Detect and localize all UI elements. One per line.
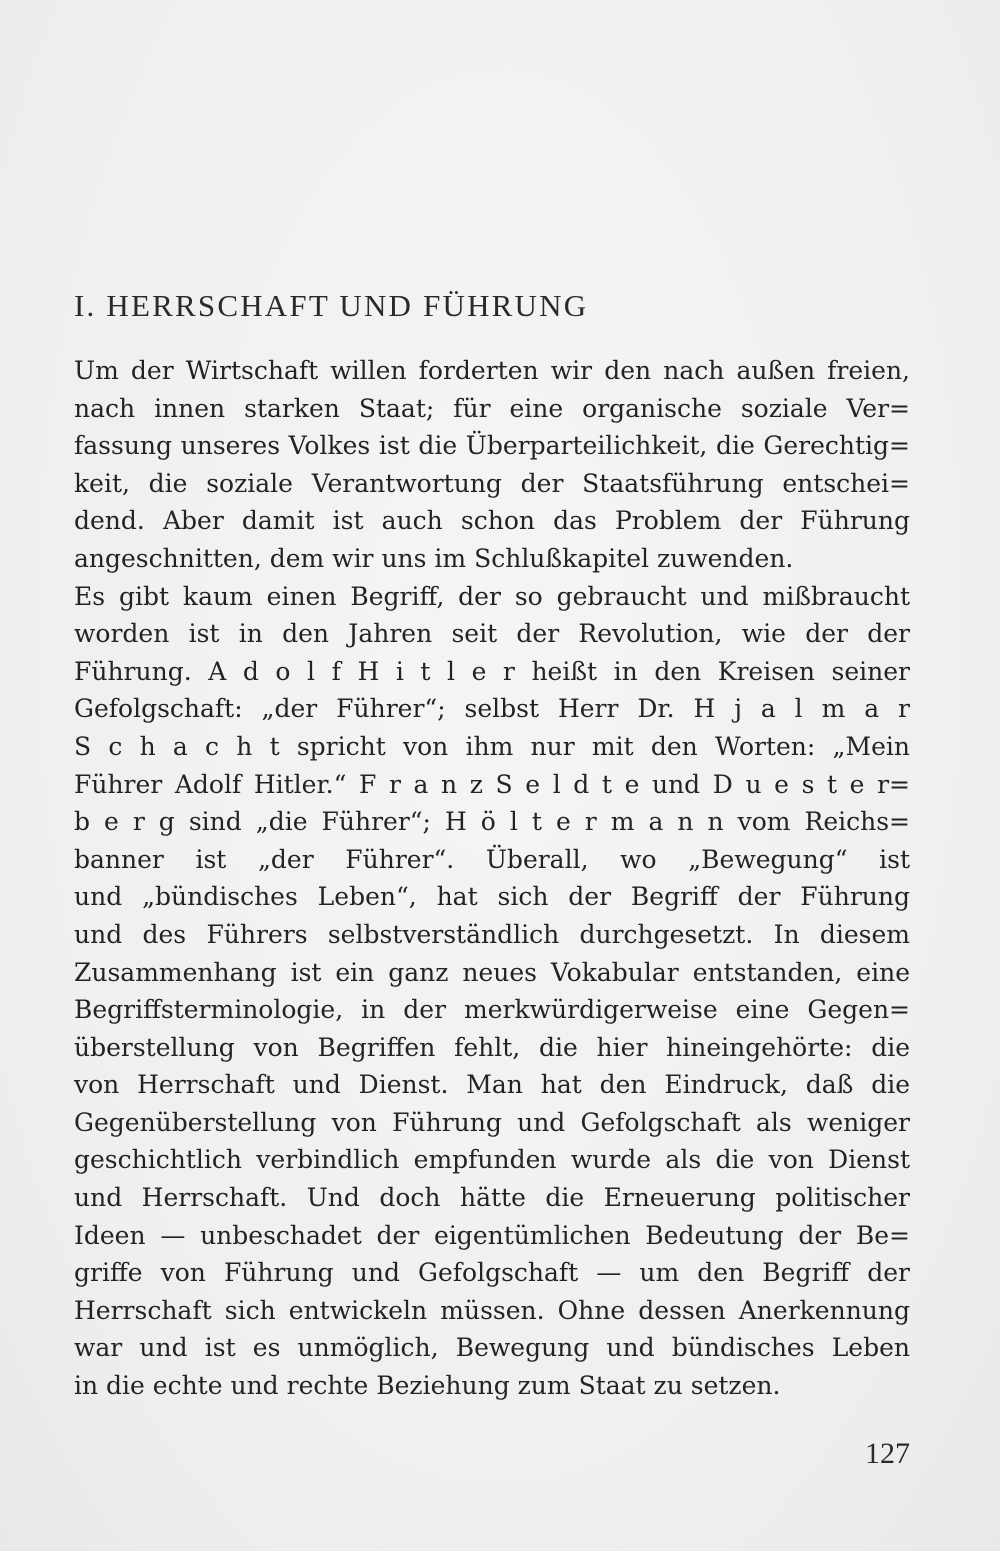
text-line: Begriffsterminologie, in der merkwürdigerweise eine Gegen= [74, 995, 910, 1025]
text-line: Führung. A d o l f H i t l e r heißt in den Kreisen seiner [74, 656, 910, 686]
text-line: b e r g sind „die Führer“; H ö l t e r m a n n vom Reichs= [74, 807, 910, 837]
text-line: worden ist in den Jahren seit der Revolution, wie der der [74, 619, 910, 649]
text-line: war und ist es unmöglich, Bewegung und bündisches Leben [74, 1333, 910, 1363]
text-line: Herrschaft sich entwickeln müssen. Ohne dessen Anerkennung [74, 1295, 910, 1325]
text-line: fassung unseres Volkes ist die Überparteilichkeit, die Gerechtig= [74, 431, 910, 461]
text-line: und des Führers selbstverständlich durchgesetzt. In diesem [74, 919, 910, 949]
text-line: Es gibt kaum einen Begriff, der so gebraucht und mißbraucht [74, 581, 910, 611]
text-line: Gefolgschaft: „der Führer“; selbst Herr Dr. H j a l m a r [74, 694, 910, 724]
text-line: S c h a c h t spricht von ihm nur mit den Worten: „Mein [74, 731, 910, 761]
text-line: und „bündisches Leben“, hat sich der Begriff der Führung [74, 882, 910, 912]
text-line: keit, die soziale Verantwortung der Staatsführung entschei= [74, 468, 910, 498]
text-line: griffe von Führung und Gefolgschaft — um den Begriff der [74, 1258, 910, 1288]
text-line: Ideen — unbeschadet der eigentümlichen Bedeutung der Be= [74, 1220, 910, 1250]
text-line: angeschnitten, dem wir uns im Schlußkapitel zuwenden. [74, 543, 794, 573]
text-line: Zusammenhang ist ein ganz neues Vokabular entstanden, eine [74, 957, 910, 987]
body-text [74, 352, 910, 1405]
text-line: und Herrschaft. Und doch hätte die Erneuerung politischer [74, 1183, 910, 1213]
text-line: Um der Wirtschaft willen forderten wir den nach außen freien, [74, 356, 910, 385]
text-line: überstellung von Begriffen fehlt, die hier hineingehörte: die [74, 1032, 910, 1062]
text-line: Gegenüberstellung von Führung und Gefolgschaft als weniger [74, 1107, 910, 1137]
text-line: geschichtlich verbindlich empfunden wurde als die von Dienst [74, 1145, 910, 1175]
text-line: dend. Aber damit ist auch schon das Problem der Führung [74, 506, 910, 536]
text-line: von Herrschaft und Dienst. Man hat den Eindruck, daß die [74, 1070, 910, 1100]
chapter-title: I. HERRSCHAFT UND FÜHRUNG [74, 288, 589, 323]
text-line: in die echte und rechte Beziehung zum Staat zu setzen. [74, 1371, 781, 1401]
text-line: nach innen starken Staat; für eine organische soziale Ver= [74, 393, 910, 423]
text-line: banner ist „der Führer“. Überall, wo „Bewegung“ ist [74, 844, 910, 874]
page-number: 127 [865, 1437, 910, 1470]
text-line: Führer Adolf Hitler.“ F r a n z S e l d t e und D u e s t e r= [74, 769, 910, 799]
